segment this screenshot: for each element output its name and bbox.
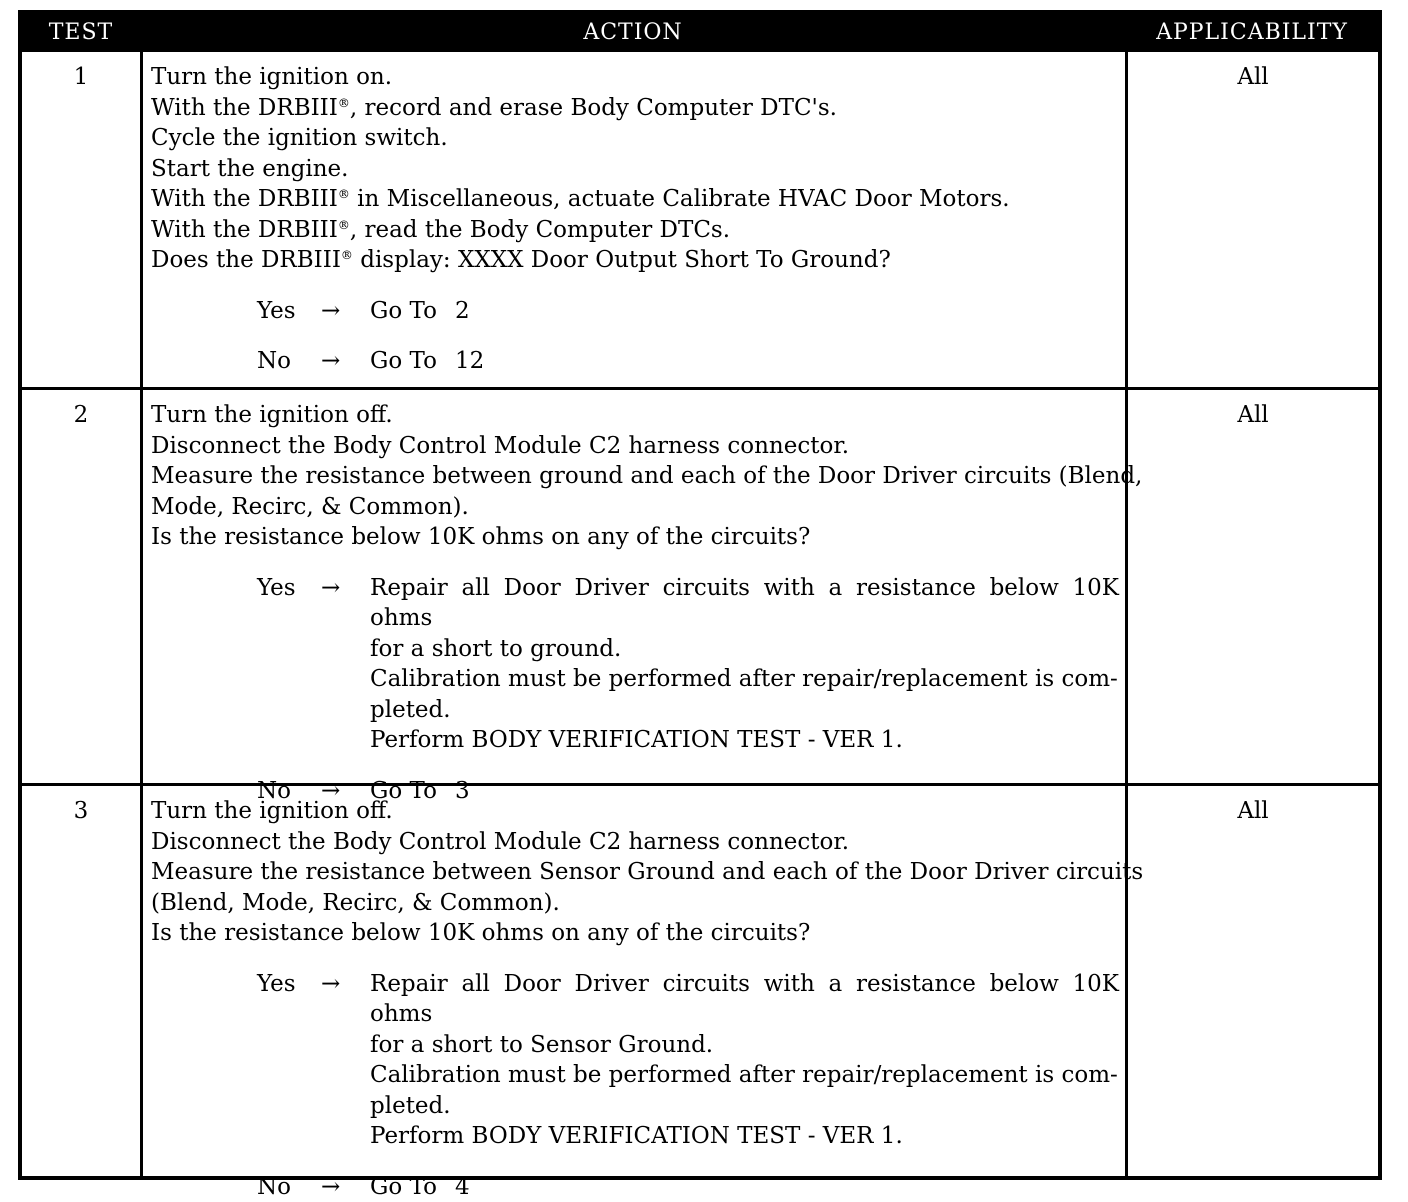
arrow-icon: → bbox=[321, 346, 340, 377]
yes-result: Repair all Door Driver circuits with a resistance below 10K ohms for a short to Sensor Ground. Calibration must be performed after repair/replacement is com- pleted. Perform BODY VERIFICATION TEST - VER 1. bbox=[370, 969, 1119, 1152]
action-step: Start the engine. bbox=[151, 154, 1119, 185]
yes-label: Yes bbox=[257, 296, 296, 327]
action-step: Turn the ignition on. bbox=[151, 62, 1119, 93]
test-number: 1 bbox=[22, 52, 140, 387]
action-step: Disconnect the Body Control Module C2 harness connector. bbox=[151, 827, 1119, 858]
arrow-icon: → bbox=[321, 1172, 340, 1202]
table-row-test-1 bbox=[22, 52, 1378, 387]
action-step: With the DRBIII® in Miscellaneous, actuate Calibrate HVAC Door Motors. bbox=[151, 184, 1119, 215]
arrow-icon: → bbox=[321, 776, 340, 807]
header-applicability: APPLICABILITY bbox=[1126, 14, 1378, 52]
arrow-icon: → bbox=[321, 296, 340, 327]
action-step: Turn the ignition off. bbox=[151, 400, 1119, 431]
action-question: Is the resistance below 10K ohms on any of the circuits? bbox=[151, 522, 1119, 553]
action-step: Turn the ignition off. bbox=[151, 796, 1119, 827]
arrow-icon: → bbox=[321, 573, 340, 604]
no-branch bbox=[151, 346, 1119, 377]
diagnostic-test-table bbox=[18, 10, 1382, 1180]
goto-target: 12 bbox=[455, 348, 484, 374]
no-result: Go To bbox=[370, 1174, 437, 1200]
applicability-value: All bbox=[1128, 786, 1378, 1176]
no-branch bbox=[151, 1172, 1119, 1202]
test-number: 2 bbox=[22, 390, 140, 783]
action-question: Does the DRBIII® display: XXXX Door Output Short To Ground? bbox=[151, 245, 1119, 276]
arrow-icon: → bbox=[321, 969, 340, 1000]
applicability-value: All bbox=[1128, 390, 1378, 783]
action-question: Is the resistance below 10K ohms on any of the circuits? bbox=[151, 918, 1119, 949]
no-label: No bbox=[257, 1172, 291, 1202]
yes-branch bbox=[151, 573, 1119, 756]
goto-target: 4 bbox=[455, 1174, 470, 1200]
yes-branch bbox=[151, 969, 1119, 1152]
applicability-value: All bbox=[1128, 52, 1378, 387]
goto-target: 2 bbox=[455, 298, 470, 324]
no-label: No bbox=[257, 346, 291, 377]
action-cell bbox=[140, 786, 1128, 1176]
action-step: Cycle the ignition switch. bbox=[151, 123, 1119, 154]
action-step: Disconnect the Body Control Module C2 harness connector. bbox=[151, 431, 1119, 462]
table-row-test-2 bbox=[22, 387, 1378, 783]
header-test: TEST bbox=[22, 14, 140, 52]
yes-result: Repair all Door Driver circuits with a resistance below 10K ohms for a short to ground. Calibration must be performed after repair/replacement is com- pleted. Perform BODY VERIFICATION TEST - VER 1. bbox=[370, 573, 1119, 756]
action-step: Measure the resistance between ground and each of the Door Driver circuits (Blend, bbox=[151, 461, 1119, 492]
action-step: With the DRBIII®, read the Body Computer DTCs. bbox=[151, 215, 1119, 246]
yes-label: Yes bbox=[257, 573, 296, 604]
test-number: 3 bbox=[22, 786, 140, 1176]
yes-label: Yes bbox=[257, 969, 296, 1000]
goto-target: 3 bbox=[455, 778, 470, 804]
yes-result: Go To bbox=[370, 298, 437, 324]
action-step: Mode, Recirc, & Common). bbox=[151, 492, 1119, 523]
action-step: With the DRBIII®, record and erase Body Computer DTC's. bbox=[151, 93, 1119, 124]
action-step: Measure the resistance between Sensor Ground and each of the Door Driver circuits bbox=[151, 857, 1119, 888]
yes-branch bbox=[151, 296, 1119, 327]
no-result: Go To bbox=[370, 348, 437, 374]
action-cell bbox=[140, 52, 1128, 387]
no-label: No bbox=[257, 776, 291, 807]
no-result: Go To bbox=[370, 778, 437, 804]
action-cell bbox=[140, 390, 1128, 783]
table-header bbox=[22, 14, 1378, 52]
header-action: ACTION bbox=[140, 14, 1126, 52]
action-step: (Blend, Mode, Recirc, & Common). bbox=[151, 888, 1119, 919]
table-row-test-3 bbox=[22, 783, 1378, 1176]
